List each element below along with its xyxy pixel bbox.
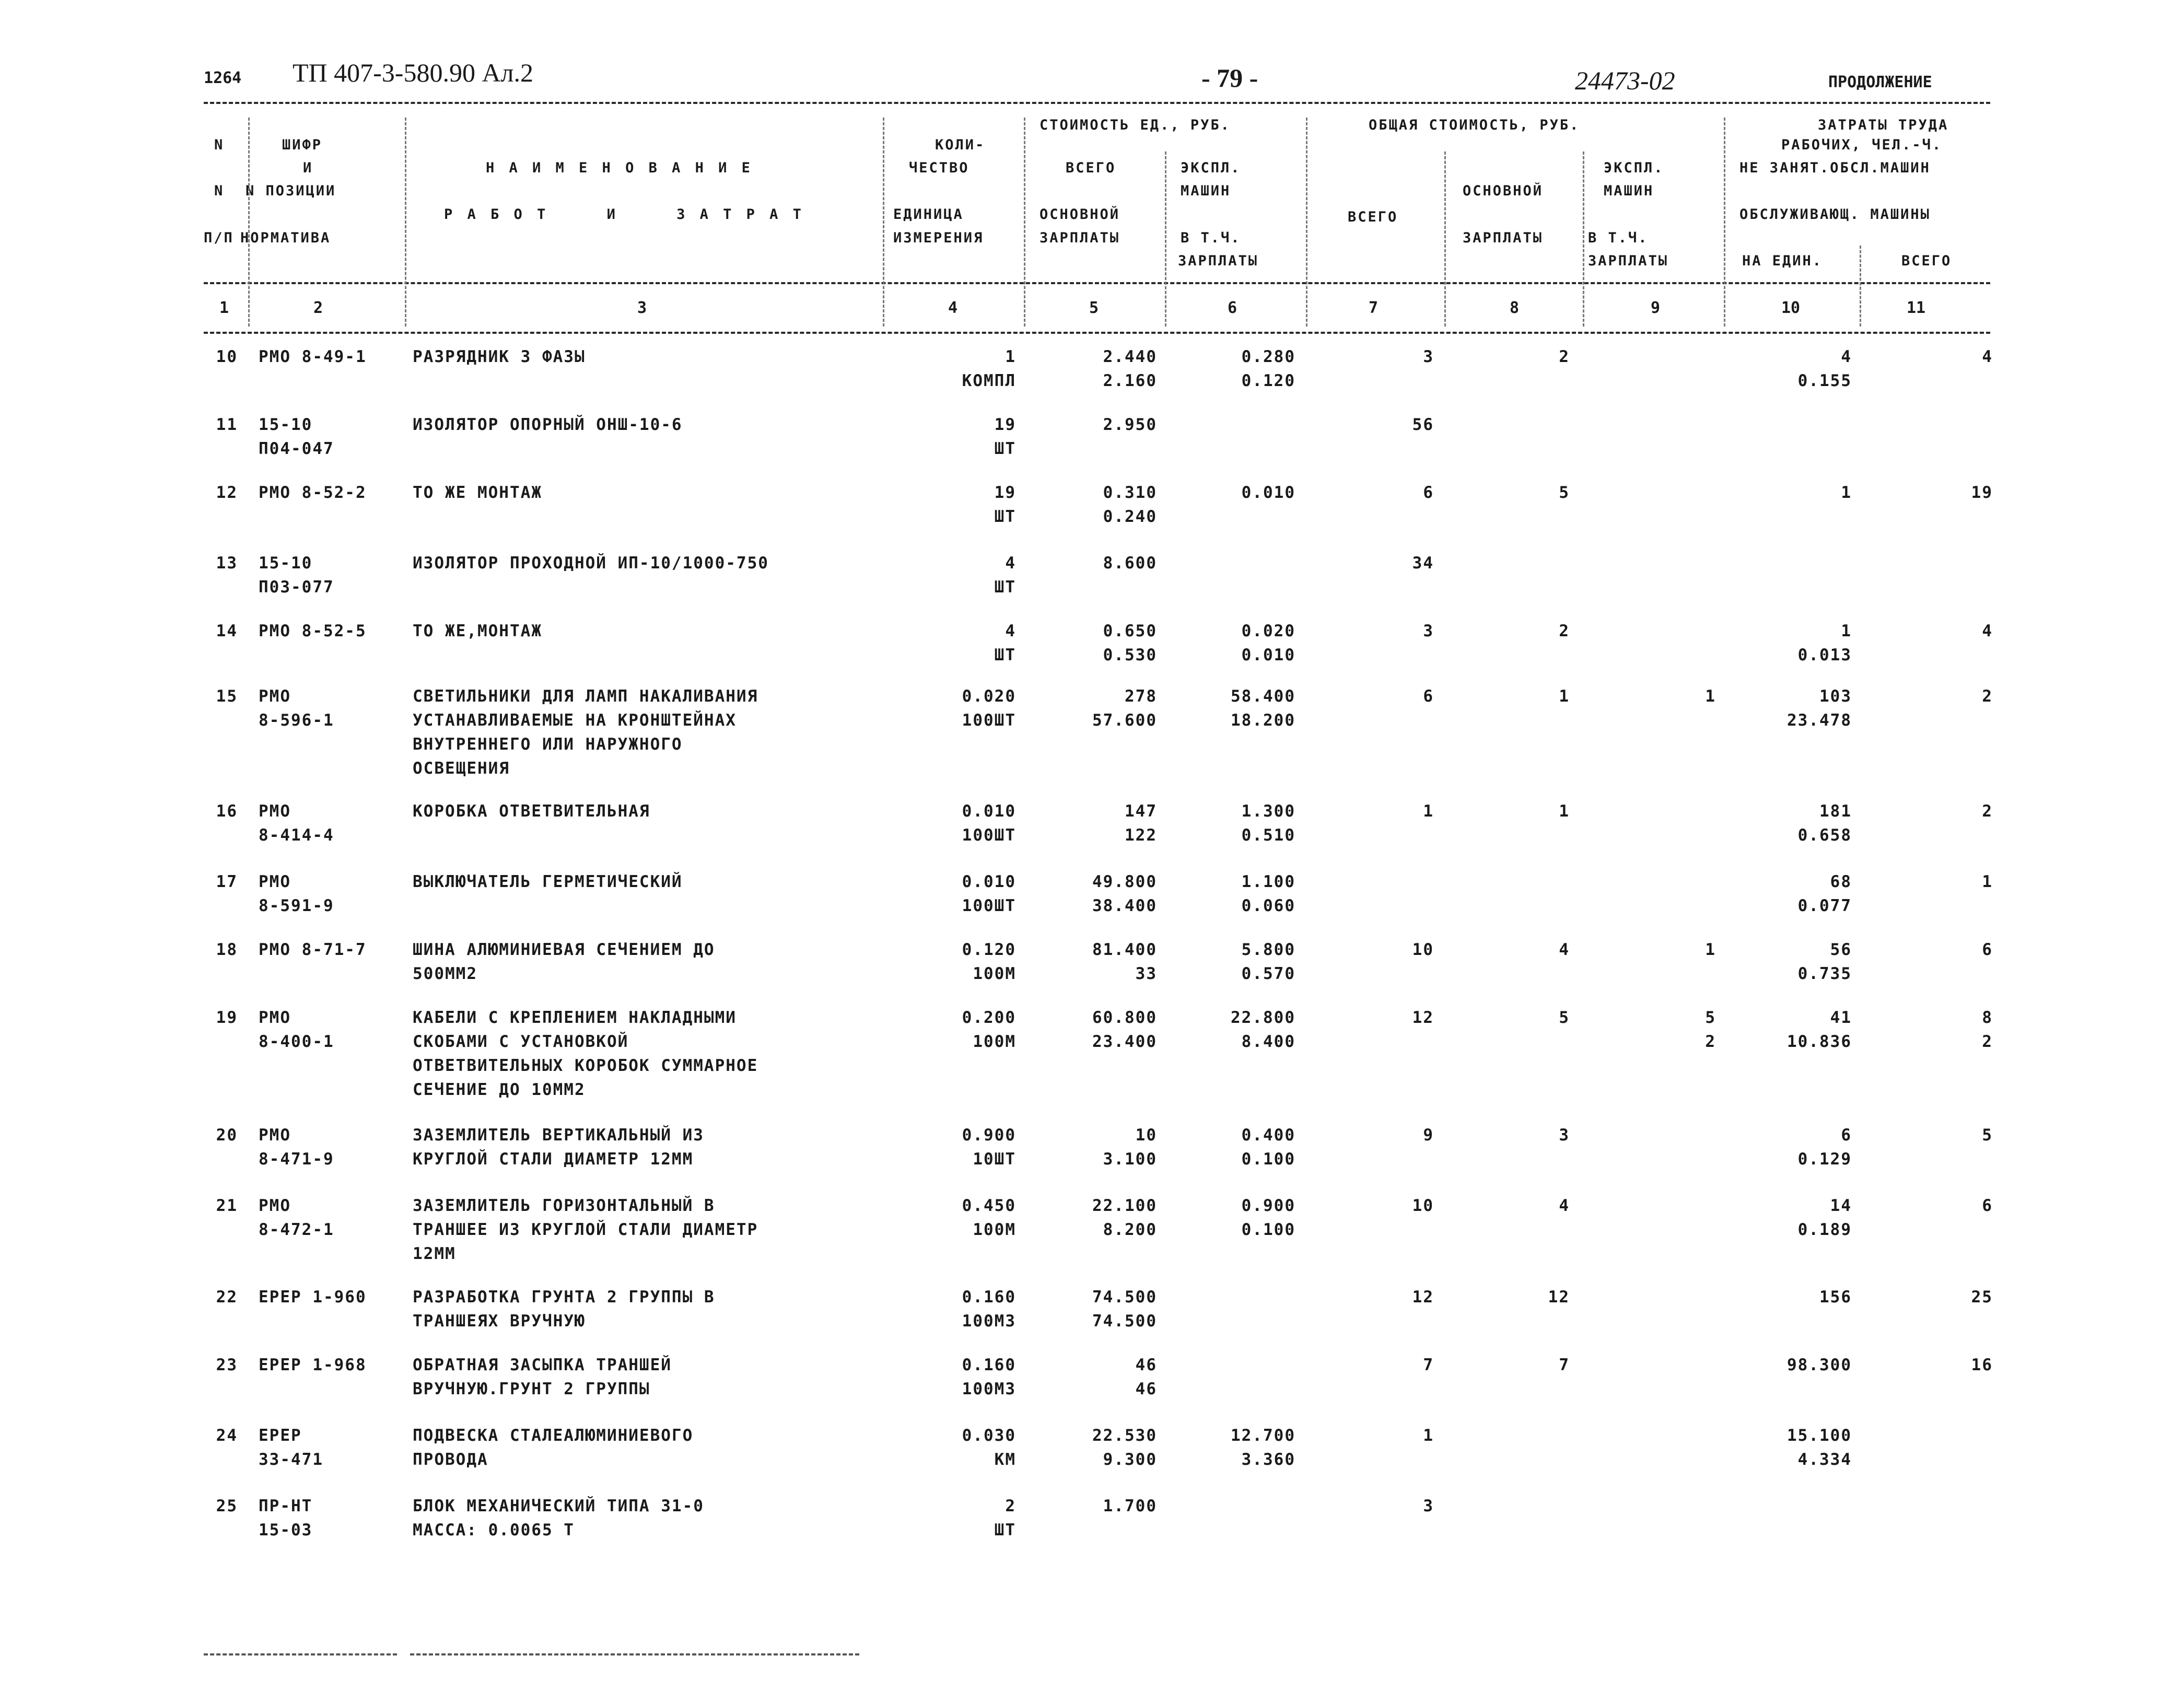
row-unit-machines: 0.900 0.100 (1241, 1196, 1295, 1239)
row-labor-unit: 103 23.478 (1787, 687, 1852, 730)
row-wages: 5 (1559, 483, 1570, 502)
col9-header-line3: В Т.Ч. (1588, 230, 1649, 246)
col-number-6: 6 (1228, 299, 1237, 317)
row-quantity: 2 ШТ (994, 1497, 1016, 1540)
row-labor-total: 16 (1971, 1356, 1993, 1374)
row-unit-total: 147 122 (1125, 802, 1157, 845)
row-unit-total: 10 3.100 (1103, 1126, 1157, 1169)
row-total: 10 (1412, 1196, 1434, 1215)
row-code: РМО 8-471-9 (259, 1126, 334, 1169)
row-quantity: 0.200 100М (962, 1008, 1016, 1051)
row-unit-machines: 0.020 0.010 (1241, 622, 1295, 664)
row-wages: 2 (1559, 347, 1570, 366)
row-unit-machines: 0.400 0.100 (1241, 1126, 1295, 1169)
row-labor-total: 2 (1982, 687, 1993, 706)
row-number: 15 (216, 687, 238, 706)
row-labor-total: 6 (1982, 940, 1993, 959)
row-unit-total: 60.800 23.400 (1092, 1008, 1157, 1051)
row-labor-unit: 68 0.077 (1797, 872, 1852, 915)
row-unit-machines: 22.800 8.400 (1231, 1008, 1295, 1051)
col7-header: ВСЕГО (1348, 209, 1398, 225)
labor-header-line4: ОБСЛУЖИВАЮЩ. МАШИНЫ (1739, 206, 1931, 223)
col6-header-line4: ЗАРПЛАТЫ (1178, 253, 1259, 269)
row-code: РМО 8-71-7 (259, 940, 367, 959)
row-code: ПР-НТ 15-03 (259, 1497, 313, 1540)
row-labor-unit: 41 10.836 (1787, 1008, 1852, 1051)
row-labor-unit: 6 0.129 (1797, 1126, 1852, 1169)
row-unit-total: 74.500 74.500 (1092, 1288, 1157, 1331)
row-name: ЗАЗЕМЛИТЕЛЬ ВЕРТИКАЛЬНЫЙ ИЗ КРУГЛОЙ СТАЛИ ДИАМЕТР 12ММ (413, 1126, 704, 1169)
row-unit-total: 278 57.600 (1092, 687, 1157, 730)
row-quantity: 0.900 10ШТ (962, 1126, 1016, 1169)
row-code: ЕРЕР 1-960 (259, 1288, 367, 1307)
row-number: 16 (216, 802, 238, 821)
row-labor-unit: 4 0.155 (1797, 347, 1852, 390)
row-unit-total: 8.600 (1103, 554, 1157, 573)
row-unit-machines: 58.400 18.200 (1231, 687, 1295, 730)
row-number: 19 (216, 1008, 238, 1027)
row-unit-total: 0.650 0.530 (1103, 622, 1157, 664)
row-total: 10 (1412, 940, 1434, 959)
unit-cost-header: СТОИМОСТЬ ЕД., РУБ. (1040, 117, 1231, 133)
col6-header-line3: В Т.Ч. (1181, 230, 1241, 246)
row-labor-unit: 14 0.189 (1797, 1196, 1852, 1239)
row-name: ИЗОЛЯТОР ПРОХОДНОЙ ИП-10/1000-750 (413, 554, 769, 573)
row-labor-total: 2 (1982, 802, 1993, 821)
header-separator (1860, 246, 1861, 326)
header-separator (1024, 118, 1025, 326)
row-quantity: 0.020 100ШТ (962, 687, 1016, 730)
col8-header: ОСНОВНОЙ (1463, 183, 1544, 199)
col6-header-line2: МАШИН (1181, 183, 1231, 199)
row-quantity: 0.010 100ШТ (962, 802, 1016, 845)
row-quantity: 0.010 100ШТ (962, 872, 1016, 915)
row-number: 13 (216, 554, 238, 573)
row-total: 3 (1423, 622, 1434, 640)
row-unit-machines: 5.800 0.570 (1241, 940, 1295, 983)
row-wages: 5 (1559, 1008, 1570, 1027)
row-quantity: 1 КОМПЛ (962, 347, 1016, 390)
row-labor-unit: 1 (1841, 483, 1852, 502)
row-code: РМО 8-49-1 (259, 347, 367, 366)
row-total: 9 (1423, 1126, 1434, 1145)
continuation-label: ПРОДОЛЖЕНИЕ (1828, 73, 1932, 91)
row-name: КАБЕЛИ С КРЕПЛЕНИЕМ НАКЛАДНЫМИ СКОБАМИ С УСТАНОВКОЙ ОТВЕТВИТЕЛЬНЫХ КОРОБОК СУММАРНОЕ СЕЧЕНИЕ ДО 10ММ2 (413, 1008, 758, 1099)
row-number: 17 (216, 872, 238, 891)
row-total: 1 (1423, 1426, 1434, 1445)
row-total: 6 (1423, 687, 1434, 706)
labor-header-line2: РАБОЧИХ, ЧЕЛ.-Ч. (1781, 137, 1943, 153)
col-number-5: 5 (1089, 299, 1099, 317)
row-code: РМО 8-472-1 (259, 1196, 334, 1239)
row-quantity: 19 ШТ (994, 415, 1016, 458)
row-code: ЕРЕР 1-968 (259, 1356, 367, 1374)
col2-header-line2: И (303, 160, 313, 176)
row-name: СВЕТИЛЬНИКИ ДЛЯ ЛАМП НАКАЛИВАНИЯ УСТАНАВЛИВАЕМЫЕ НА КРОНШТЕЙНАХ ВНУТРЕННЕГО ИЛИ НАРУЖНОГО ОСВЕЩЕНИЯ (413, 687, 758, 778)
col-number-1: 1 (219, 299, 229, 317)
col4-header-line2: ЧЕСТВО (909, 160, 970, 176)
row-labor-unit: 98.300 (1787, 1356, 1852, 1374)
col-number-9: 9 (1651, 299, 1661, 317)
row-wages: 2 (1559, 622, 1570, 640)
col2-header-line3: N ПОЗИЦИИ (246, 183, 336, 199)
col11-header: ВСЕГО (1901, 253, 1952, 269)
col1-header-line3: П/П (204, 230, 234, 246)
row-quantity: 0.160 100М3 (962, 1356, 1016, 1398)
row-labor-total: 25 (1971, 1288, 1993, 1307)
col5-header: ВСЕГО (1066, 160, 1116, 176)
row-number: 11 (216, 415, 238, 434)
row-wages: 4 (1559, 1196, 1570, 1215)
row-code: 15-10 П04-047 (259, 415, 334, 458)
row-name: ТО ЖЕ,МОНТАЖ (413, 622, 542, 640)
col1-header-line2: N (214, 183, 225, 199)
row-total: 7 (1423, 1356, 1434, 1374)
header-separator (1724, 118, 1725, 326)
header-bottom-rule (204, 332, 1990, 334)
labor-header: ЗАТРАТЫ ТРУДА (1818, 117, 1949, 133)
col9-header: ЭКСПЛ. (1604, 160, 1664, 176)
row-quantity: 19 ШТ (994, 483, 1016, 526)
row-wages: 1 (1559, 687, 1570, 706)
row-unit-machines: 1.100 0.060 (1241, 872, 1295, 915)
row-number: 21 (216, 1196, 238, 1215)
sheet-number: 1264 (204, 69, 242, 87)
row-unit-total: 49.800 38.400 (1092, 872, 1157, 915)
col5-header-line3: ЗАРПЛАТЫ (1040, 230, 1120, 246)
row-number: 20 (216, 1126, 238, 1145)
row-unit-machines: 0.010 (1241, 483, 1295, 502)
row-unit-machines: 12.700 3.360 (1231, 1426, 1295, 1469)
row-unit-machines: 0.280 0.120 (1241, 347, 1295, 390)
row-wages: 1 (1559, 802, 1570, 821)
row-name: РАЗРАБОТКА ГРУНТА 2 ГРУППЫ В ТРАНШЕЯХ ВРУЧНУЮ (413, 1288, 715, 1331)
col9-header-line2: МАШИН (1604, 183, 1654, 199)
header-separator (248, 118, 250, 326)
row-quantity: 0.030 КМ (962, 1426, 1016, 1469)
row-name: ШИНА АЛЮМИНИЕВАЯ СЕЧЕНИЕМ ДО 500ММ2 (413, 940, 715, 983)
row-quantity: 4 ШТ (994, 554, 1016, 597)
footer-rule-short (204, 1653, 397, 1655)
row-labor-total: 1 (1982, 872, 1993, 891)
header-separator (1165, 151, 1166, 326)
row-machines: 1 (1705, 940, 1716, 959)
row-code: РМО 8-591-9 (259, 872, 334, 915)
row-labor-total: 4 (1982, 347, 1993, 366)
row-name: ОБРАТНАЯ ЗАСЫПКА ТРАНШЕЙ ВРУЧНУЮ.ГРУНТ 2 ГРУППЫ (413, 1356, 672, 1398)
col-number-4: 4 (948, 299, 958, 317)
row-quantity: 0.120 100М (962, 940, 1016, 983)
row-labor-unit: 1 0.013 (1797, 622, 1852, 664)
row-unit-total: 1.700 (1103, 1497, 1157, 1515)
row-labor-unit: 156 (1819, 1288, 1852, 1307)
row-code: РМО 8-52-5 (259, 622, 367, 640)
row-number: 23 (216, 1356, 238, 1374)
row-number: 12 (216, 483, 238, 502)
col8-header-line2: ЗАРПЛАТЫ (1463, 230, 1544, 246)
row-total: 3 (1423, 347, 1434, 366)
header-mid-rule (204, 282, 1990, 284)
row-total: 12 (1412, 1288, 1434, 1307)
row-unit-total: 0.310 0.240 (1103, 483, 1157, 526)
row-total: 34 (1412, 554, 1434, 573)
labor-header-line3: НЕ ЗАНЯТ.ОБСЛ.МАШИН (1739, 160, 1931, 176)
header-separator (1444, 151, 1446, 326)
row-quantity: 4 ШТ (994, 622, 1016, 664)
row-total: 1 (1423, 802, 1434, 821)
row-unit-total: 81.400 33 (1092, 940, 1157, 983)
row-total: 12 (1412, 1008, 1434, 1027)
row-labor-total: 19 (1971, 483, 1993, 502)
col-number-2: 2 (313, 299, 323, 317)
row-labor-total: 8 2 (1982, 1008, 1993, 1051)
row-labor-unit: 15.100 4.334 (1787, 1426, 1852, 1469)
row-number: 10 (216, 347, 238, 366)
col-number-8: 8 (1510, 299, 1520, 317)
document-code: ТП 407-3-580.90 Ал.2 (293, 58, 534, 87)
col10-header: НА ЕДИН. (1742, 253, 1823, 269)
row-number: 14 (216, 622, 238, 640)
row-total: 56 (1412, 415, 1434, 434)
col3-header-line2: Р А Б О Т И З А Т Р А Т (444, 206, 804, 223)
row-name: КОРОБКА ОТВЕТВИТЕЛЬНАЯ (413, 802, 650, 821)
row-wages: 4 (1559, 940, 1570, 959)
header-separator (405, 118, 406, 326)
row-labor-unit: 56 0.735 (1797, 940, 1852, 983)
row-quantity: 0.160 100М3 (962, 1288, 1016, 1331)
row-name: РАЗРЯДНИК 3 ФАЗЫ (413, 347, 586, 366)
header-separator (883, 118, 884, 326)
row-name: ПОДВЕСКА СТАЛЕАЛЮМИНИЕВОГО ПРОВОДА (413, 1426, 694, 1469)
col1-header: N (214, 137, 225, 153)
header-separator (1583, 151, 1584, 326)
row-unit-total: 2.440 2.160 (1103, 347, 1157, 390)
document-number: 24473-02 (1575, 66, 1675, 95)
row-name: ТО ЖЕ МОНТАЖ (413, 483, 542, 502)
row-number: 25 (216, 1497, 238, 1515)
row-unit-machines: 1.300 0.510 (1241, 802, 1295, 845)
row-code: ЕРЕР 33-471 (259, 1426, 323, 1469)
col2-header-line4: НОРМАТИВА (240, 230, 331, 246)
row-machines: 1 (1705, 687, 1716, 706)
row-code: РМО 8-414-4 (259, 802, 334, 845)
row-total: 3 (1423, 1497, 1434, 1515)
col4-header-line4: ИЗМЕРЕНИЯ (893, 230, 984, 246)
row-unit-total: 46 46 (1135, 1356, 1157, 1398)
row-name: ИЗОЛЯТОР ОПОРНЫЙ ОНШ-10-6 (413, 415, 683, 434)
col4-header-line3: ЕДИНИЦА (893, 206, 964, 223)
row-code: 15-10 П03-077 (259, 554, 334, 597)
footer-rule-long (410, 1653, 859, 1655)
row-code: РМО 8-596-1 (259, 687, 334, 730)
row-labor-total: 6 (1982, 1196, 1993, 1215)
row-number: 22 (216, 1288, 238, 1307)
col3-header: Н А И М Е Н О В А Н И Е (486, 160, 753, 176)
col4-header: КОЛИ- (935, 137, 986, 153)
row-total: 6 (1423, 483, 1434, 502)
row-name: БЛОК МЕХАНИЧЕСКИЙ ТИПА 31-0 МАССА: 0.0065 Т (413, 1497, 704, 1540)
col-number-7: 7 (1369, 299, 1379, 317)
header-separator (1306, 118, 1307, 326)
row-machines: 5 2 (1705, 1008, 1716, 1051)
row-labor-unit: 181 0.658 (1797, 802, 1852, 845)
row-code: РМО 8-52-2 (259, 483, 367, 502)
header-top-rule (204, 102, 1990, 104)
row-unit-total: 2.950 (1103, 415, 1157, 434)
row-labor-total: 4 (1982, 622, 1993, 640)
row-unit-total: 22.100 8.200 (1092, 1196, 1157, 1239)
row-quantity: 0.450 100М (962, 1196, 1016, 1239)
col6-header: ЭКСПЛ. (1181, 160, 1241, 176)
row-wages: 3 (1559, 1126, 1570, 1145)
col-number-10: 10 (1781, 299, 1801, 317)
page-number: - 79 - (1201, 63, 1258, 92)
col9-header-line4: ЗАРПЛАТЫ (1588, 253, 1669, 269)
row-wages: 7 (1559, 1356, 1570, 1374)
row-name: ВЫКЛЮЧАТЕЛЬ ГЕРМЕТИЧЕСКИЙ (413, 872, 683, 891)
row-name: ЗАЗЕМЛИТЕЛЬ ГОРИЗОНТАЛЬНЫЙ В ТРАНШЕЕ ИЗ КРУГЛОЙ СТАЛИ ДИАМЕТР 12ММ (413, 1196, 758, 1263)
row-code: РМО 8-400-1 (259, 1008, 334, 1051)
total-cost-header: ОБЩАЯ СТОИМОСТЬ, РУБ. (1369, 117, 1580, 133)
col-number-3: 3 (637, 299, 647, 317)
row-number: 24 (216, 1426, 238, 1445)
col2-header: ШИФР (282, 137, 323, 153)
col5-header-line2: ОСНОВНОЙ (1040, 206, 1120, 223)
row-wages: 12 (1548, 1288, 1570, 1307)
col-number-11: 11 (1907, 299, 1926, 317)
row-number: 18 (216, 940, 238, 959)
row-labor-total: 5 (1982, 1126, 1993, 1145)
row-unit-total: 22.530 9.300 (1092, 1426, 1157, 1469)
